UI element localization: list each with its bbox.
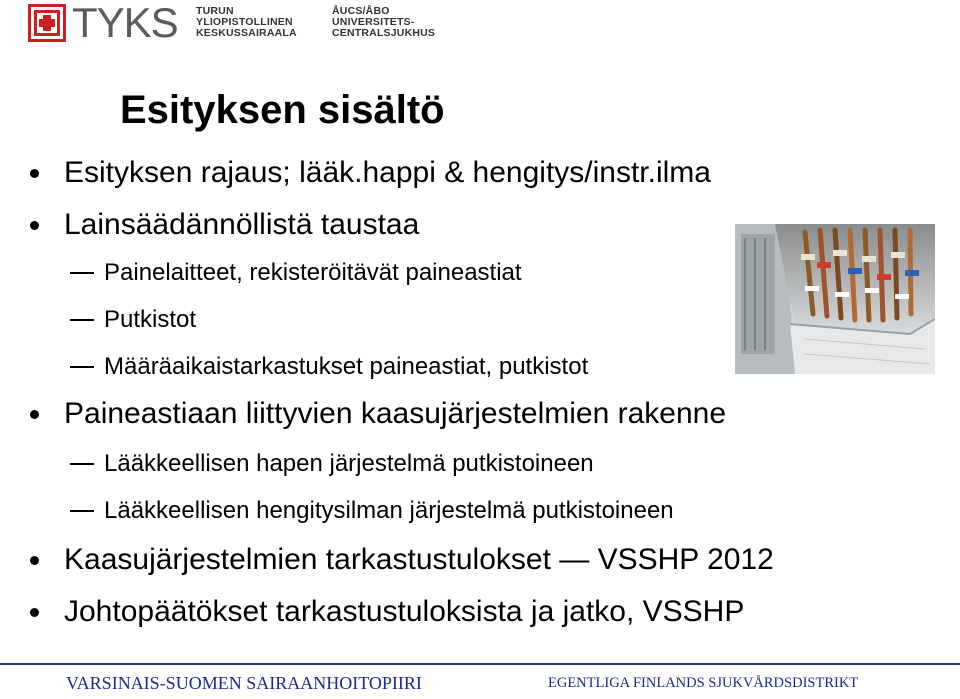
bullet-icon	[30, 221, 39, 230]
bullet-item: Esityksen rajaus; lääk.happi & hengitys/instr.ilma	[0, 155, 900, 191]
red-cross-icon	[28, 4, 66, 42]
ceiling-pipes-photo	[735, 224, 935, 374]
footer	[0, 660, 960, 699]
bullet-icon	[30, 410, 39, 419]
logo-wordmark: TYKS	[72, 0, 178, 46]
slide-title: Esityksen sisältö	[120, 88, 445, 132]
dash-icon	[70, 510, 94, 512]
sub-bullet-item: Määräaikaistarkastukset paineastiat, putkistot	[0, 352, 700, 382]
bullet-item: Paineastiaan liittyvien kaasujärjestelmien rakenne	[0, 396, 900, 432]
footer-right-text: EGENTLIGA FINLANDS SJUKVÅRDSDISTRIKT	[548, 675, 859, 691]
sub-bullet-item: Painelaitteet, rekisteröitävät paineastiat	[0, 258, 700, 288]
logo-swedish-name: ÅUCS/ÅBO UNIVERSITETS- CENTRALSJUKHUS	[332, 5, 436, 39]
logo-finnish-name: TURUN YLIOPISTOLLINEN KESKUSSAIRAALA	[196, 5, 297, 39]
bullet-icon	[30, 169, 39, 178]
footer-divider	[0, 663, 960, 665]
dash-icon	[70, 463, 94, 465]
footer-left-text: VARSINAIS-SUOMEN SAIRAANHOITOPIIRI	[66, 673, 422, 693]
bullet-item: Kaasujärjestelmien tarkastustulokset — VSSHP 2012	[0, 542, 900, 578]
bullet-item: Johtopäätökset tarkastustuloksista ja jatko, VSSHP	[0, 594, 900, 630]
sub-bullet-item: Lääkkeellisen hengitysilman järjestelmä putkistoineen	[0, 496, 800, 526]
sub-bullet-item: Lääkkeellisen hapen järjestelmä putkistoineen	[0, 449, 800, 479]
tyks-logo	[28, 0, 436, 46]
dash-icon	[70, 366, 94, 368]
bullet-item: Lainsäädännöllistä taustaa	[0, 207, 900, 243]
sub-bullet-item: Putkistot	[0, 305, 700, 335]
dash-icon	[70, 319, 94, 321]
dash-icon	[70, 272, 94, 274]
bullet-icon	[30, 608, 39, 617]
bullet-icon	[30, 556, 39, 565]
